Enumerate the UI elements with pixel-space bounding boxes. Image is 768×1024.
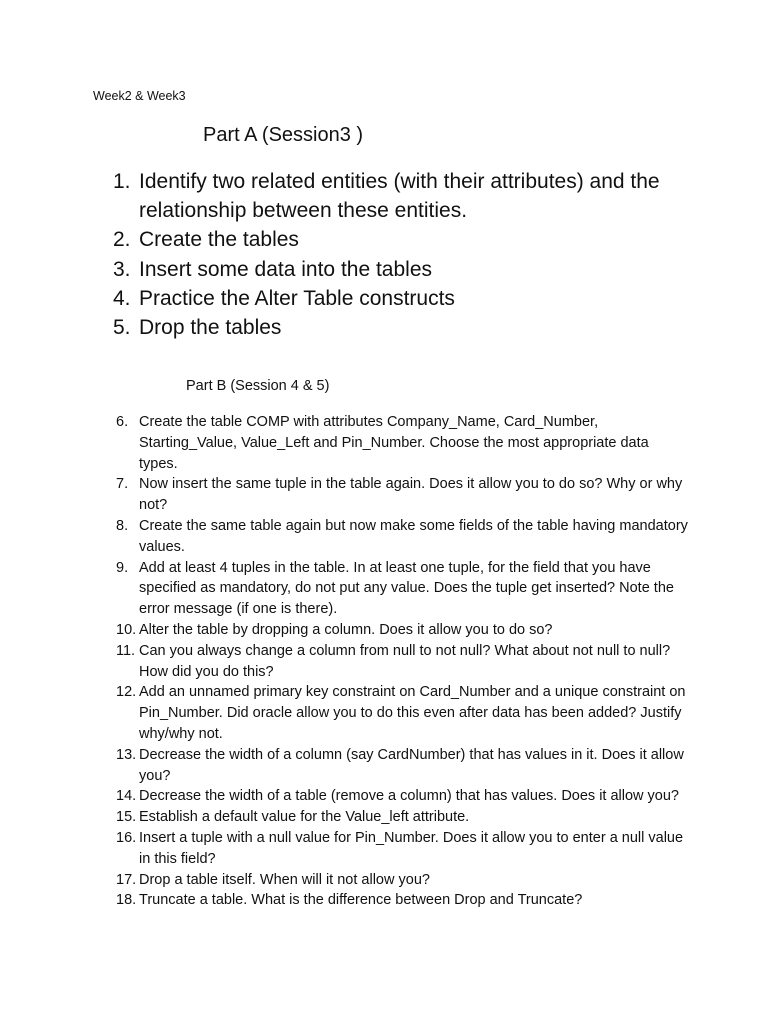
item-number: 17. [116, 871, 137, 888]
item-text: Insert some data into the tables [139, 257, 433, 281]
item-text: Drop the tables [139, 316, 282, 340]
item-number: 12. [116, 684, 137, 701]
item-number: 4. [113, 286, 131, 310]
item-number: 8. [116, 517, 129, 534]
list-item [116, 890, 691, 911]
list-item [116, 412, 691, 474]
item-text: Create the same table again but now make some fields of the table having mandatory values. [139, 517, 688, 555]
item-text: Decrease the width of a table (remove a column) that has values. Does it allow you? [139, 788, 679, 805]
list-item [116, 516, 691, 558]
item-text: Add an unnamed primary key constraint on Card_Number and a unique constraint on Pin_Number. Did oracle allow you to do this even after data has been added? Justify why/why not. [139, 684, 686, 742]
item-number: 13. [116, 746, 137, 763]
list-item [116, 745, 691, 787]
item-text: Alter the table by dropping a column. Does it allow you to do so? [139, 621, 553, 638]
item-text: Identify two related entities (with their attributes) and the relationship between these entities. [139, 170, 660, 223]
part-b-title: Part B (Session 4 & 5) [186, 378, 330, 394]
list-item [116, 682, 691, 744]
item-number: 16. [116, 829, 137, 846]
item-number: 10. [116, 621, 137, 638]
list-item [116, 870, 691, 891]
item-text: Create the table COMP with attributes Company_Name, Card_Number, Starting_Value, Value_Left and Pin_Number. Choose the most appropriate data types. [139, 414, 649, 472]
list-item [116, 786, 691, 807]
item-number: 15. [116, 809, 137, 826]
item-number: 9. [116, 559, 129, 576]
part-a-list [113, 167, 713, 342]
item-number: 11. [116, 642, 136, 659]
item-text: Practice the Alter Table constructs [139, 286, 455, 310]
item-number: 18. [116, 892, 137, 909]
item-number: 6. [116, 414, 129, 430]
list-item [113, 225, 713, 254]
item-number: 14. [116, 788, 137, 805]
item-number: 1. [113, 170, 131, 193]
item-text: Establish a default value for the Value_left attribute. [139, 809, 470, 826]
item-text: Now insert the same tuple in the table again. Does it allow you to do so? Why or why not? [139, 476, 683, 514]
list-item [113, 313, 713, 342]
list-item [116, 641, 691, 683]
item-text: Create the tables [139, 228, 299, 252]
header-note: Week2 & Week3 [93, 89, 186, 103]
item-text: Truncate a table. What is the difference between Drop and Truncate? [139, 892, 583, 909]
list-item [116, 474, 691, 516]
item-number: 3. [113, 257, 131, 281]
list-item [116, 620, 691, 641]
list-item [113, 255, 713, 284]
item-text: Can you always change a column from null to not null? What about not null to null? How did you do this? [139, 642, 671, 680]
list-item [116, 558, 691, 620]
list-item [116, 828, 691, 870]
list-item [116, 807, 691, 828]
item-text: Decrease the width of a column (say CardNumber) that has values in it. Does it allow you? [139, 746, 684, 784]
item-number: 7. [116, 476, 129, 493]
item-text: Add at least 4 tuples in the table. In at least one tuple, for the field that you have specified as mandatory, do not put any value. Does the tuple get inserted? Note the error message (if one is there). [139, 559, 674, 618]
part-b-list [116, 412, 691, 911]
part-a-title: Part A (Session3 ) [203, 124, 364, 146]
list-item [113, 284, 713, 313]
item-number: 2. [113, 228, 131, 252]
item-text: Insert a tuple with a null value for Pin_Number. Does it allow you to enter a null value in this field? [139, 829, 684, 867]
list-item [113, 167, 713, 225]
item-number: 5. [113, 316, 131, 340]
item-text: Drop a table itself. When will it not allow you? [139, 871, 430, 888]
